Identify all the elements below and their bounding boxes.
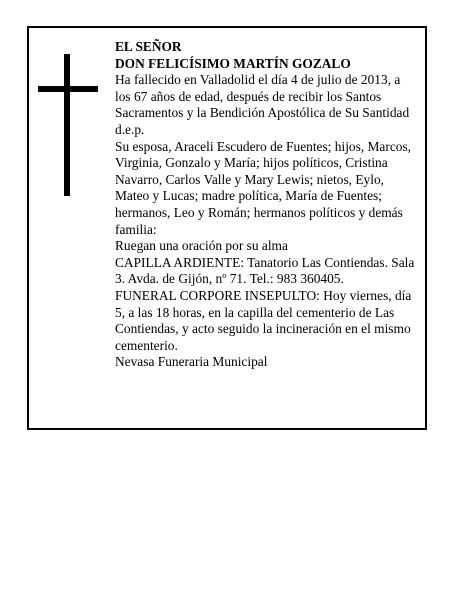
death-info: Ha fallecido en Valladolid el día 4 de julio de 2013, a los 67 años de edad, después de recibir los Santos Sacramentos y la Bendición Apostólica de Su Santidad d.e.p.	[115, 72, 410, 137]
notice-title: EL SEÑOR	[115, 39, 182, 54]
prayer-request: Ruegan una oración por su alma	[115, 238, 288, 254]
funeral-info: FUNERAL CORPORE INSEPULTO: Hoy viernes, día 5, a las 18 horas, en la capilla del cementerio de Las Contiendas, y acto seguido la incineración en el mismo cementerio.	[115, 287, 412, 353]
cross-icon	[38, 54, 98, 196]
cross-vertical-bar	[64, 54, 70, 196]
family-list: Su esposa, Araceli Escudero de Fuentes; hijos, Marcos, Virginia, Gonzalo y María; hijos políticos, Cristina Navarro, Carlos Valle y Mary Lewis; nietos, Eylo, Mateo y Lucas; madre política, María de Fuentes; hermanos, Leo y Román; hermanos políticos y demás familia:	[115, 138, 412, 237]
cross-horizontal-bar	[38, 86, 98, 92]
funeral-home: Nevasa Funeraria Municipal	[115, 354, 268, 370]
deceased-name: DON FELICÍSIMO MARTÍN GOZALO	[115, 55, 351, 71]
chapel-info: CAPILLA ARDIENTE: Tanatorio Las Contiendas. Sala 3. Avda. de Gijón, nº 71. Tel.: 983 360405.	[115, 254, 415, 287]
obituary-text	[115, 39, 417, 371]
